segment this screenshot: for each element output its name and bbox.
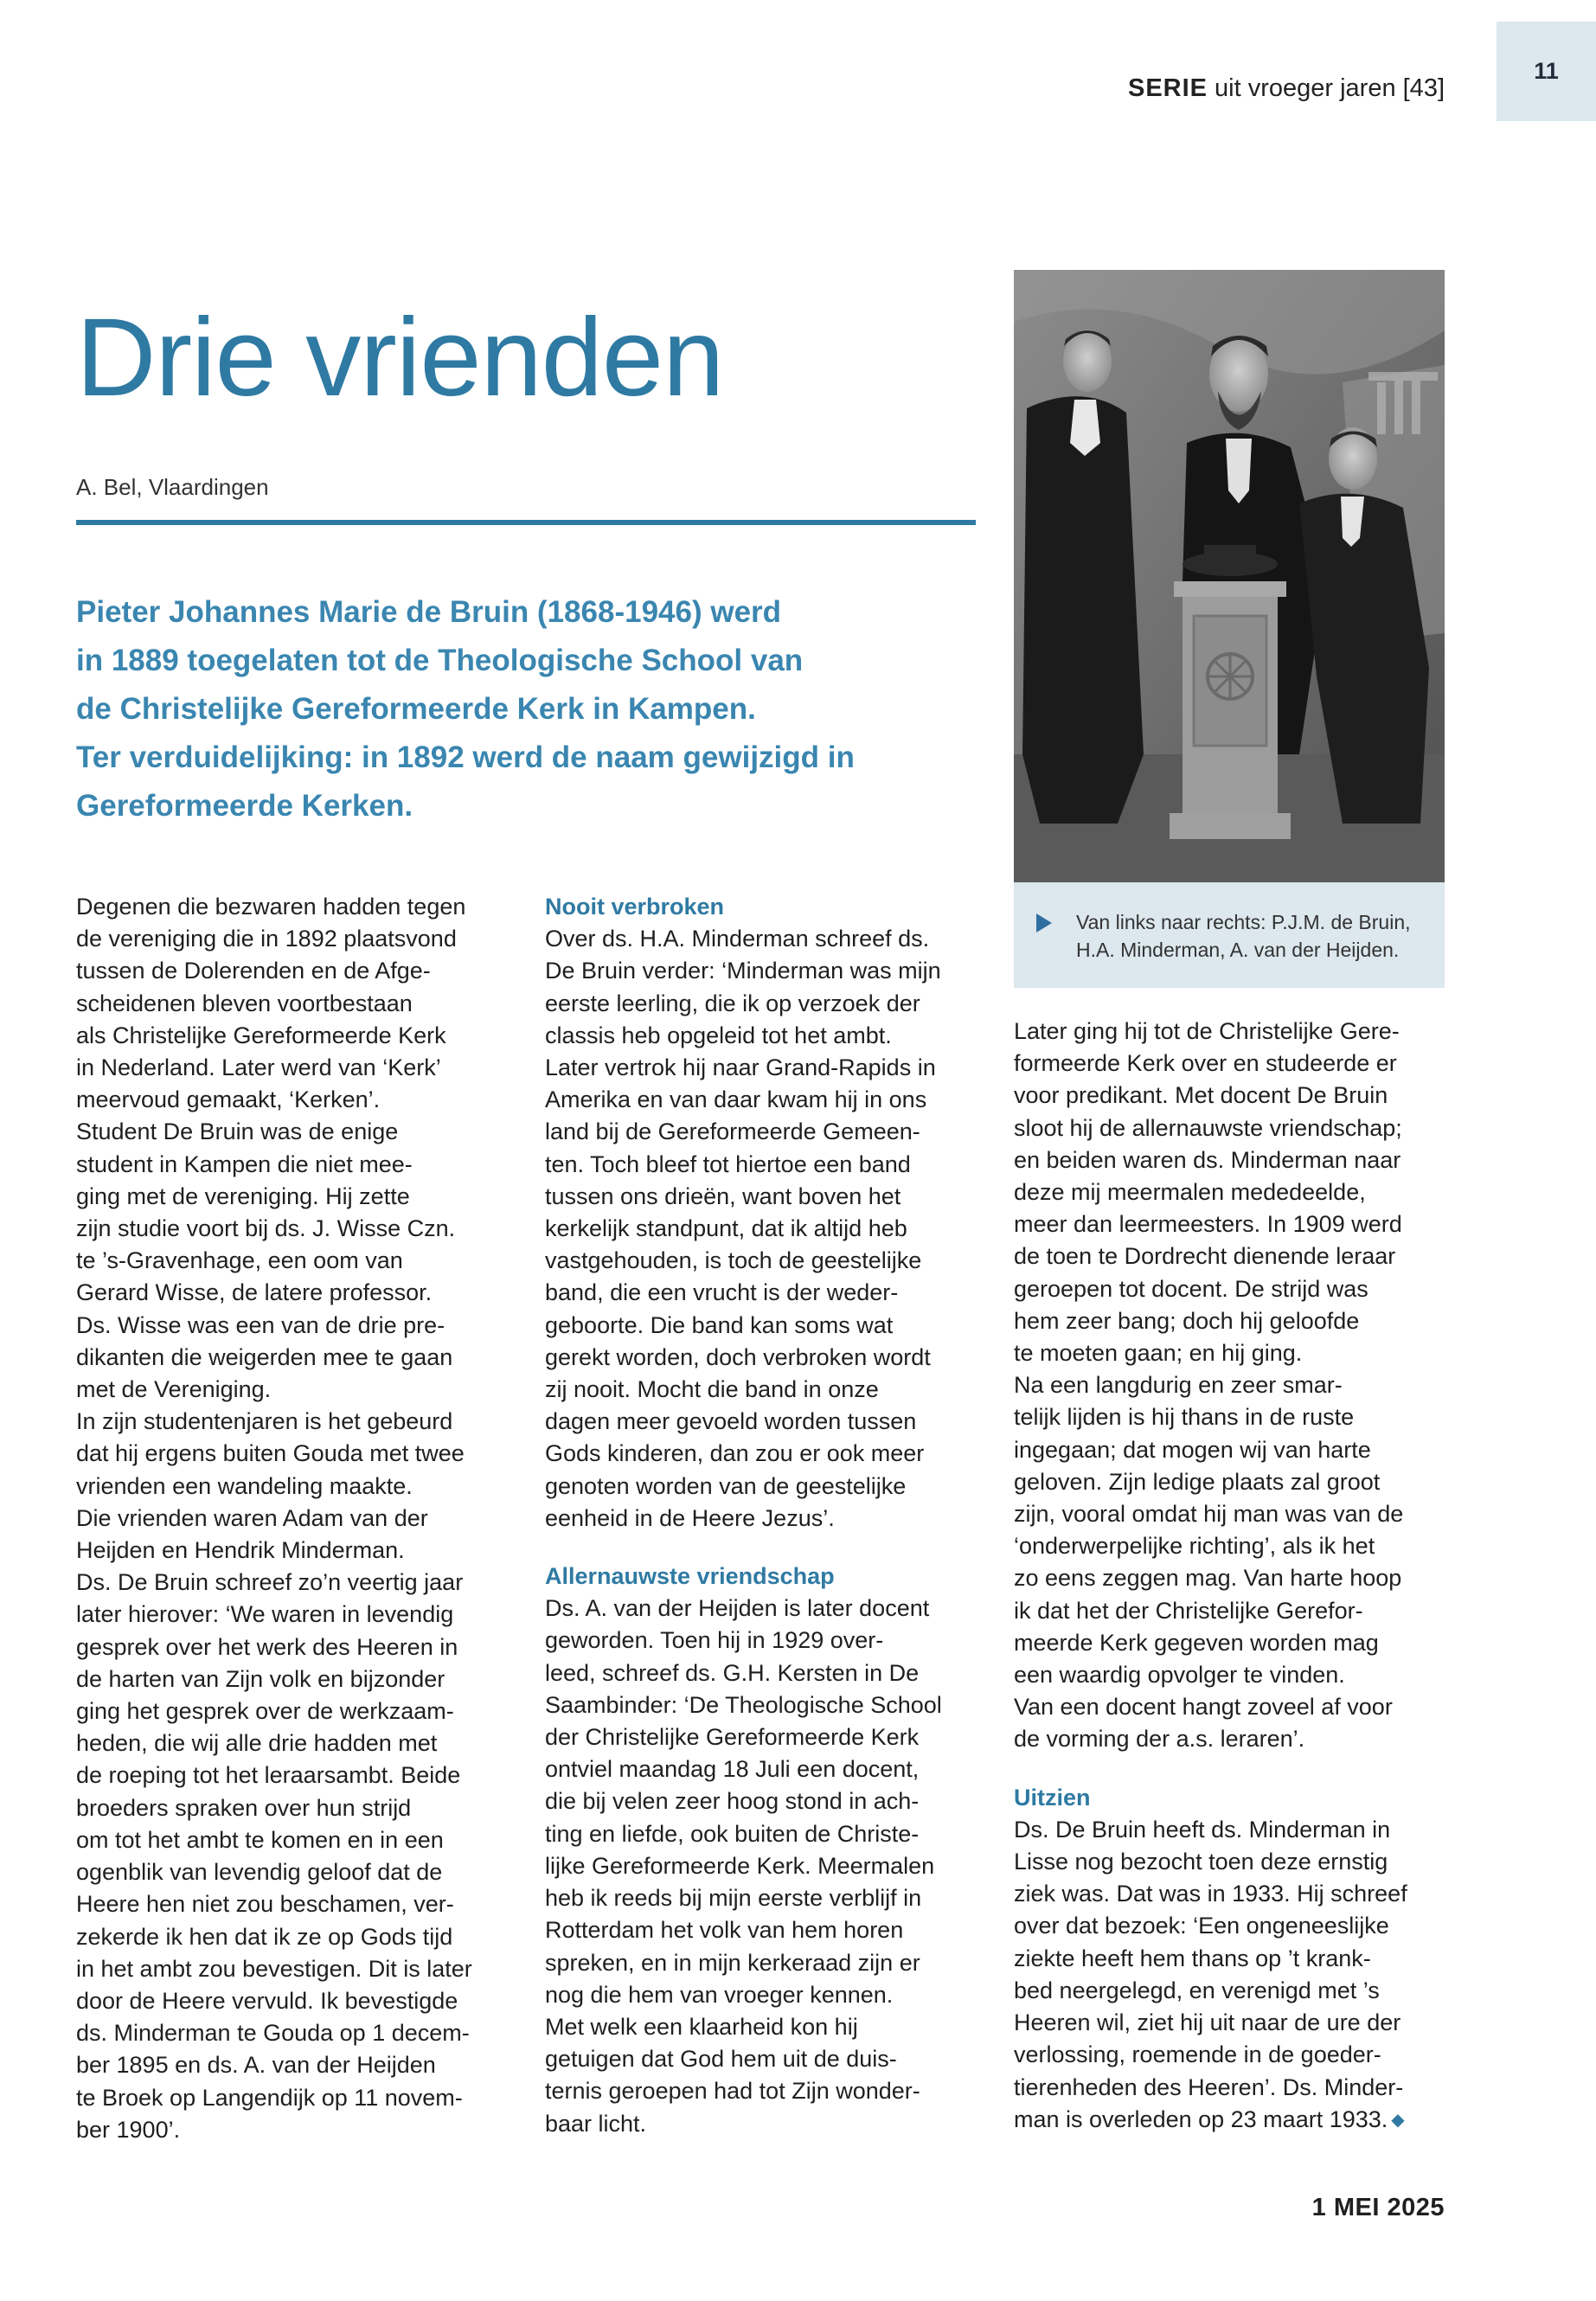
title-divider <box>76 520 976 525</box>
text-line: vastgehouden, is toch de geestelijke <box>545 1247 922 1274</box>
text-line: geworden. Toen hij in 1929 over- <box>545 1627 884 1654</box>
text-line: te ’s-Gravenhage, een oom van <box>76 1247 403 1274</box>
text-line: ogenblik van levendig geloof dat de <box>76 1859 443 1886</box>
text-line: meer dan leermeesters. In 1909 werd <box>1014 1211 1402 1238</box>
section-heading: Uitzien <box>1014 1784 1091 1811</box>
text-line: Die vrienden waren Adam van der <box>76 1504 428 1531</box>
text-line: Na een langdurig en zeer smar- <box>1014 1372 1343 1399</box>
text-line: Lisse nog bezocht toen deze ernstig <box>1014 1849 1388 1875</box>
section-heading: Allernauwste vriendschap <box>545 1563 835 1590</box>
text-line: leed, schreef ds. G.H. Kersten in De <box>545 1659 920 1686</box>
text-line: Over ds. H.A. Minderman schreef ds. <box>545 926 930 952</box>
text-line: Ds. De Bruin heeft ds. Minderman in <box>1014 1816 1391 1843</box>
text-line: de vorming der a.s. leraren’. <box>1014 1726 1305 1753</box>
text-line: geloven. Zijn ledige plaats zal groot <box>1014 1468 1381 1495</box>
text-line: zij nooit. Mocht die band in onze <box>545 1376 879 1403</box>
text-line: genoten worden van de geestelijke <box>545 1472 907 1499</box>
text-line: zijn, vooral omdat hij man was van de <box>1014 1501 1404 1528</box>
text-line: heden, die wij alle drie hadden met <box>76 1730 438 1757</box>
text-line: der Christelijke Gereformeerde Kerk <box>545 1724 920 1751</box>
text-line: tussen ons drieën, want boven het <box>545 1183 901 1209</box>
text-line: meervoud gemaakt, ‘Kerken’. <box>76 1086 381 1113</box>
text-line: ting en liefde, ook buiten de Christe- <box>545 1820 920 1847</box>
text-line: meerde Kerk gegeven worden mag <box>1014 1629 1379 1656</box>
text-line: ingegaan; dat mogen wij van harte <box>1014 1436 1371 1463</box>
text-line: voor predikant. Met docent De Bruin <box>1014 1082 1388 1109</box>
series-label: SERIE <box>1127 74 1208 102</box>
last-line <box>1014 2104 1455 2137</box>
text-line: Amerika en van daar kwam hij in ons <box>545 1086 927 1113</box>
article-column-1 <box>76 891 517 2146</box>
text-line: Heijden en Hendrik Minderman. <box>76 1537 405 1564</box>
text-line: ging met de vereniging. Hij zette <box>76 1183 410 1209</box>
text-line: Heeren wil, ziet hij uit naar de ure der <box>1014 2009 1401 2036</box>
text-line: met de Vereniging. <box>76 1376 272 1403</box>
text-line: heb ik reeds bij mijn eerste verblijf in <box>545 1885 922 1912</box>
text-line: geboorte. Die band kan soms wat <box>545 1311 894 1338</box>
caption-line: H.A. Minderman, A. van der Heijden. <box>1076 939 1400 961</box>
text-line: de toen te Dordrecht dienende leraar <box>1014 1243 1396 1270</box>
text-line: Van een docent hangt zoveel af voor <box>1014 1694 1393 1721</box>
caption-line: Van links naar rechts: P.J.M. de Bruin, <box>1076 911 1411 933</box>
text-line: verlossing, roemende in de goeder- <box>1014 2041 1381 2068</box>
text-line: ‘onderwerpelijke richting’, als ik het <box>1014 1533 1375 1560</box>
text-line: om tot het ambt te komen en in een <box>76 1826 444 1853</box>
article-author: A. Bel, Vlaardingen <box>76 474 269 500</box>
text-line: Met welk een klaarheid kon hij <box>545 2013 858 2040</box>
article-intro <box>76 588 984 830</box>
text-line: student in Kampen die niet mee- <box>76 1150 413 1177</box>
text-line: kerkelijk standpunt, dat ik altijd heb <box>545 1215 907 1242</box>
article-title: Drie vrienden <box>76 296 724 420</box>
text-line: door de Heere vervuld. Ik bevestigde <box>76 1987 458 2014</box>
text-line: tussen de Dolerenden en de Afge- <box>76 958 431 984</box>
text-line: Saambinder: ‘De Theologische School <box>545 1691 942 1718</box>
text-line: ik dat het der Christelijke Gerefor- <box>1014 1597 1363 1624</box>
text-line: ging het gesprek over de werkzaam- <box>76 1698 454 1725</box>
text-line: hem zeer bang; doch hij geloofde <box>1014 1307 1360 1334</box>
text-line: Degenen die bezwaren hadden tegen <box>76 894 466 920</box>
text-line: broeders spraken over hun strijd <box>76 1794 412 1821</box>
text-line: in Nederland. Later werd van ‘Kerk’ <box>76 1054 441 1081</box>
text-line: Student De Bruin was de enige <box>76 1118 399 1145</box>
series-title: uit vroeger jaren [43] <box>1215 74 1445 102</box>
text-line: dikanten die weigerden mee te gaan <box>76 1343 453 1370</box>
text-line: ternis geroepen had tot Zijn wonder- <box>545 2078 920 2105</box>
text-line: formeerde Kerk over en studeerde er <box>1014 1050 1397 1077</box>
text-line: Gerard Wisse, de latere professor. <box>76 1279 433 1306</box>
text-line: vrienden een wandeling maakte. <box>76 1472 413 1499</box>
text-line: band, die een vrucht is der weder- <box>545 1279 899 1306</box>
text-line: scheidenen bleven voortbestaan <box>76 990 413 1016</box>
intro-line: de Christelijke Gereformeerde Kerk in Kampen. <box>76 692 756 726</box>
text-line: later hierover: ‘We waren in levendig <box>76 1601 454 1628</box>
text-line: getuigen dat God hem uit de duis- <box>545 2046 897 2073</box>
text-line: zo eens zeggen mag. Van harte hoop <box>1014 1565 1402 1592</box>
caption-triangle-icon <box>1036 913 1052 933</box>
text-line: tierenheden des Heeren’. Ds. Minder- <box>1014 2073 1404 2100</box>
text-line: Later vertrok hij naar Grand-Rapids in <box>545 1054 936 1081</box>
text-line: land bij de Gereformeerde Gemeen- <box>545 1118 920 1145</box>
text-line: De Bruin verder: ‘Minderman was mijn <box>545 958 941 984</box>
text-line: Rotterdam het volk van hem horen <box>545 1917 904 1944</box>
end-mark-icon: ◆ <box>1391 2110 1405 2130</box>
text-line: deze mij meermalen mededeelde, <box>1014 1179 1366 1206</box>
historic-group-photo <box>1014 270 1445 882</box>
text-line: ber 1900’. <box>76 2116 181 2143</box>
text-line: ziek was. Dat was in 1933. Hij schreef <box>1014 1881 1407 1907</box>
text-line: spreken, en in mijn kerkeraad zijn er <box>545 1949 920 1976</box>
text-line: de roeping tot het leraarsambt. Beide <box>76 1762 461 1789</box>
text-line: als Christelijke Gereformeerde Kerk <box>76 1022 446 1048</box>
text-line: geroepen tot docent. De strijd was <box>1014 1275 1368 1302</box>
text-line: Ds. A. van der Heijden is later docent <box>545 1595 930 1622</box>
running-header <box>1128 74 1445 103</box>
text-line: bed neergelegd, en verenigd met ’s <box>1014 1977 1380 2003</box>
text-line: telijk lijden is hij thans in de ruste <box>1014 1404 1355 1431</box>
section-heading: Nooit verbroken <box>545 894 725 920</box>
text-line: over dat bezoek: ‘Een ongeneeslijke <box>1014 1913 1389 1939</box>
text-line: die bij velen zeer hoog stond in ach- <box>545 1788 920 1815</box>
text-line: man is overleden op 23 maart 1933. <box>1014 2106 1388 2132</box>
text-line: classis heb opgeleid tot het ambt. <box>545 1022 892 1048</box>
intro-line: Gereformeerde Kerken. <box>76 789 413 823</box>
intro-line: Ter verduidelijking: in 1892 werd de naam gewijzigd in <box>76 740 855 774</box>
text-line: de harten van Zijn volk en bijzonder <box>76 1665 445 1692</box>
text-line: ziekte heeft hem thans op ’t krank- <box>1014 1945 1371 1971</box>
text-line: lijke Gereformeerde Kerk. Meermalen <box>545 1852 935 1879</box>
text-line: ten. Toch bleef tot hiertoe een band <box>545 1150 911 1177</box>
intro-line: Pieter Johannes Marie de Bruin (1868-1946) werd <box>76 595 782 629</box>
text-line: zijn studie voort bij ds. J. Wisse Czn. <box>76 1215 456 1242</box>
text-line: gerekt worden, doch verbroken wordt <box>545 1343 931 1370</box>
text-line: Ds. Wisse was een van de drie pre- <box>76 1311 445 1338</box>
text-line: Later ging hij tot de Christelijke Gere- <box>1014 1018 1400 1044</box>
text-line: dat hij ergens buiten Gouda met twee <box>76 1440 465 1467</box>
article-column-3 <box>1014 1016 1455 2137</box>
text-line: in het ambt zou bevestigen. Dit is later <box>76 1955 472 1982</box>
text-line: de vereniging die in 1892 plaatsvond <box>76 926 457 952</box>
photo-caption <box>1014 882 1445 988</box>
text-line: Ds. De Bruin schreef zo’n veertig jaar <box>76 1569 464 1596</box>
text-line: Heere hen niet zou beschamen, ver- <box>76 1891 454 1918</box>
text-line: een waardig opvolger te vinden. <box>1014 1662 1345 1689</box>
issue-date: 1 MEI 2025 <box>1311 2194 1445 2221</box>
text-line: nog die hem van vroeger kennen. <box>545 1981 894 2008</box>
text-line: dagen meer gevoeld worden tussen <box>545 1408 917 1435</box>
article-column-2 <box>545 891 986 2140</box>
intro-line: in 1889 toegelaten tot de Theologische School van <box>76 644 804 677</box>
text-line: eerste leerling, die ik op verzoek der <box>545 990 920 1016</box>
text-line: In zijn studentenjaren is het gebeurd <box>76 1408 453 1435</box>
text-line: sloot hij de allernauwste vriendschap; <box>1014 1114 1402 1141</box>
text-line: zekerde ik hen dat ik ze op Gods tijd <box>76 1923 453 1950</box>
text-line: ontviel maandag 18 Juli een docent, <box>545 1756 920 1783</box>
text-line: te moeten gaan; en hij ging. <box>1014 1340 1303 1367</box>
text-line: ber 1895 en ds. A. van der Heijden <box>76 2052 436 2079</box>
text-line: baar licht. <box>545 2110 647 2137</box>
text-line: gesprek over het werk des Heeren in <box>76 1633 458 1660</box>
text-line: Gods kinderen, dan zou er ook meer <box>545 1440 925 1467</box>
text-line: ds. Minderman te Gouda op 1 decem- <box>76 2020 470 2047</box>
page-number: 11 <box>1497 22 1596 121</box>
text-line: te Broek op Langendijk op 11 novem- <box>76 2084 463 2111</box>
text-line: en beiden waren ds. Minderman naar <box>1014 1146 1401 1173</box>
group-photo-illustration <box>1014 270 1445 882</box>
text-line: eenheid in de Heere Jezus’. <box>545 1504 835 1531</box>
